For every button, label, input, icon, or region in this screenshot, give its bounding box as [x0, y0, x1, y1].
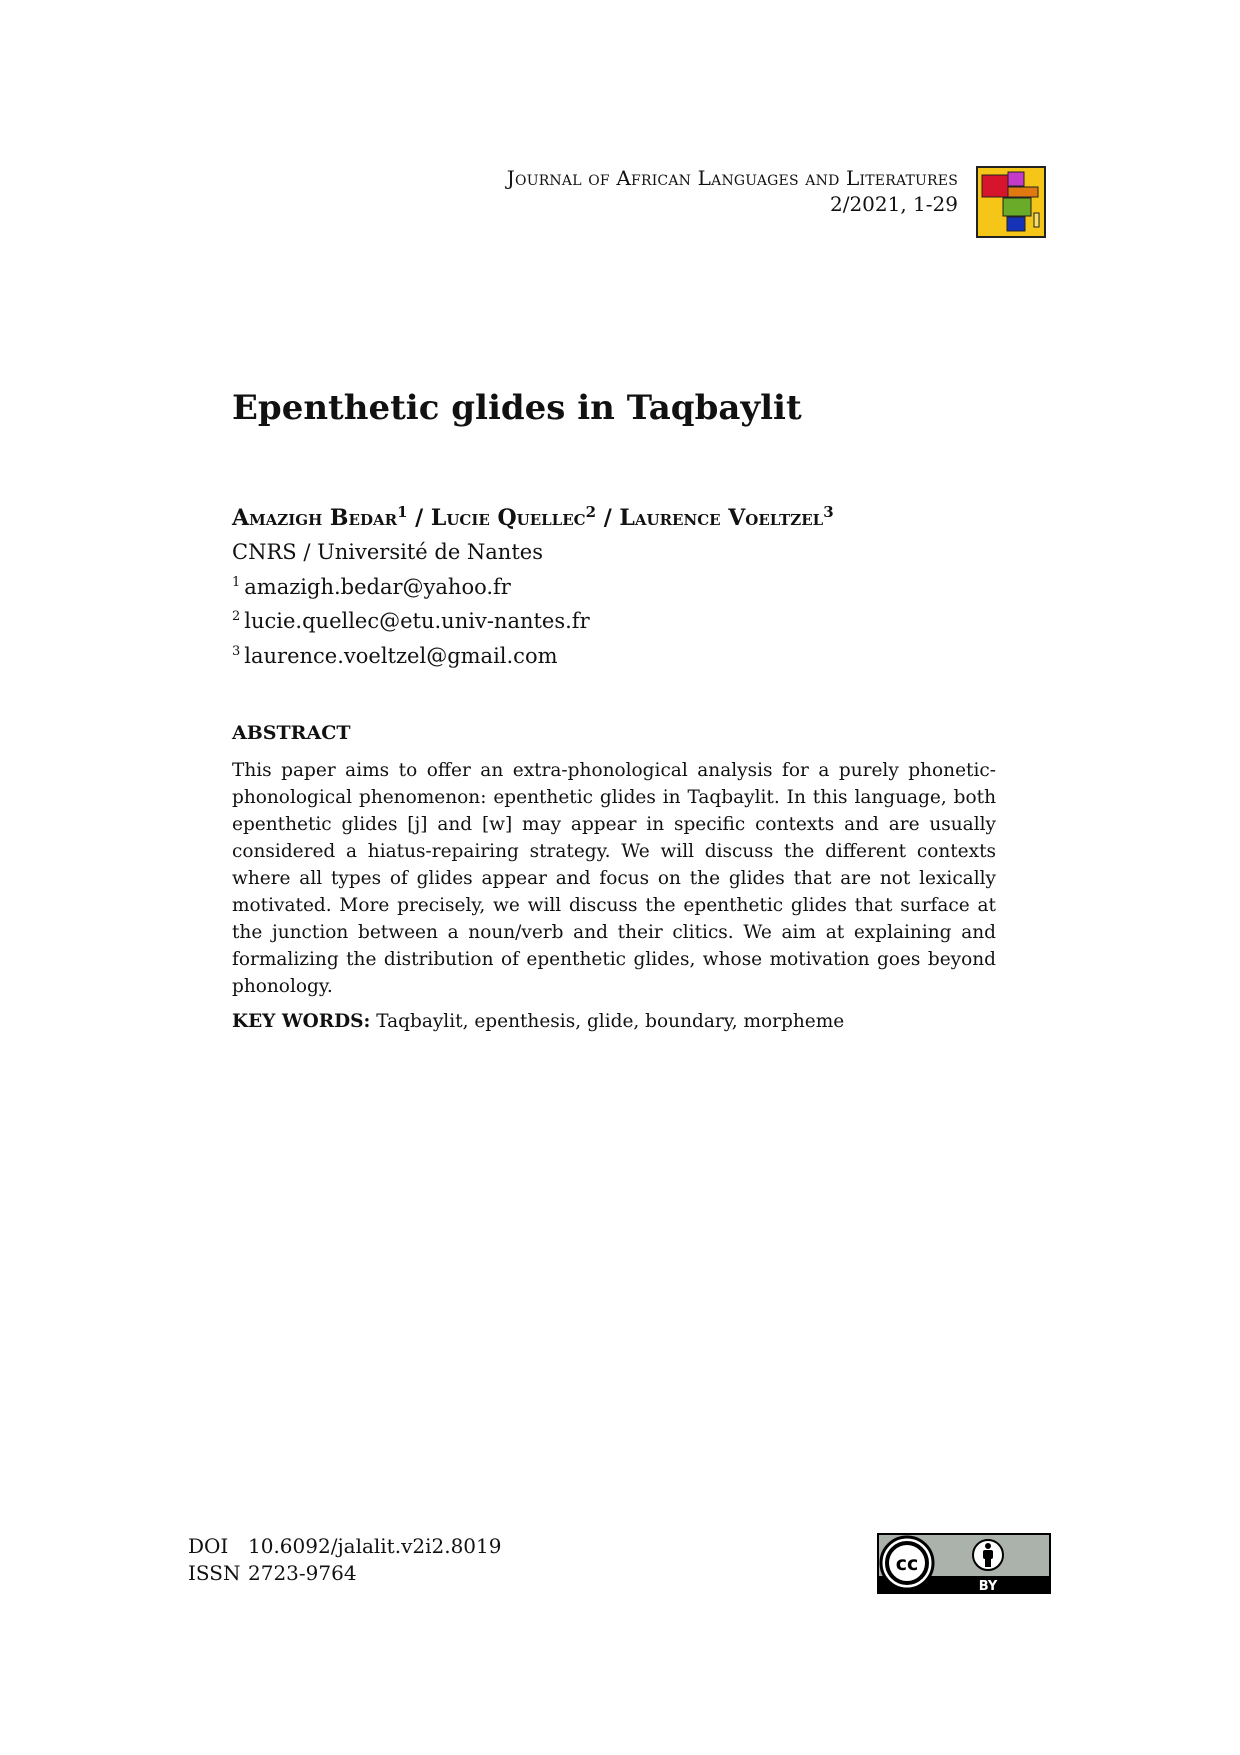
- paper-title: Epenthetic glides in Taqbaylit: [232, 388, 802, 428]
- email-index: 1: [232, 574, 241, 590]
- cc-by-license-icon[interactable]: [877, 1533, 1051, 1594]
- abstract-text: This paper aims to offer an extra-phonological analysis for a purely phonetic-phonological phenomenon: epenthetic glides in Taqbaylit. In this language, both epenthetic glides [j] and [w] may appear in specific contexts and are usually considered a hiatus-repairing strategy. We will discuss the different contexts where all types of glides appear and focus on the glides that are not lexically motivated. More precisely, we will discuss the epenthetic glides that surface at the junction between a noun/verb and their clitics. We aim at explaining and formalizing the distribution of epenthetic glides, whose motivation goes beyond phonology.: [232, 760, 996, 997]
- doi-row: [188, 1533, 501, 1560]
- author-name: Lucie Quellec: [430, 505, 586, 531]
- email-address[interactable]: lucie.quellec@etu.univ-nantes.fr: [244, 609, 590, 633]
- issn-label: ISSN: [188, 1561, 241, 1585]
- journal-name: Journal of African Languages and Literatures: [506, 166, 958, 190]
- abstract-heading: ABSTRACT: [232, 722, 351, 744]
- author-name: Amazigh Bedar: [232, 505, 398, 531]
- author-separator: /: [407, 505, 431, 531]
- author-name: Laurence Voeltzel: [619, 505, 824, 531]
- keywords-label: KEY WORDS:: [232, 1011, 371, 1032]
- publication-identifiers: [188, 1533, 501, 1587]
- email-address[interactable]: amazigh.bedar@yahoo.fr: [244, 574, 511, 599]
- author-index: 3: [823, 503, 834, 521]
- email-line: [232, 568, 590, 603]
- author-index: 2: [585, 503, 597, 521]
- cc-badge-text: cc: [895, 1553, 919, 1575]
- affiliation-block: [232, 538, 590, 671]
- author-separator: /: [596, 505, 620, 531]
- journal-header: [507, 165, 958, 217]
- keywords: [232, 1008, 1012, 1035]
- author-list: [232, 497, 834, 533]
- doi-label: DOI: [188, 1534, 229, 1558]
- journal-issue: 2/2021, 1-29: [829, 192, 958, 216]
- doi-value[interactable]: 10.6092/jalalit.v2i2.8019: [248, 1534, 502, 1558]
- email-address[interactable]: laurence.voeltzel@gmail.com: [244, 643, 558, 668]
- email-index: 2: [232, 609, 241, 624]
- issn-value: 2723-9764: [248, 1561, 357, 1585]
- author-index: 1: [397, 503, 408, 521]
- email-line: [232, 602, 590, 637]
- email-index: 3: [232, 643, 241, 659]
- email-line: [232, 637, 590, 672]
- keywords-value: Taqbaylit, epenthesis, glide, boundary, morpheme: [370, 1011, 845, 1032]
- issn-row: [188, 1560, 501, 1587]
- by-badge-text: BY: [978, 1579, 998, 1594]
- affiliation: CNRS / Université de Nantes: [232, 540, 543, 564]
- journal-logo: [976, 166, 1046, 238]
